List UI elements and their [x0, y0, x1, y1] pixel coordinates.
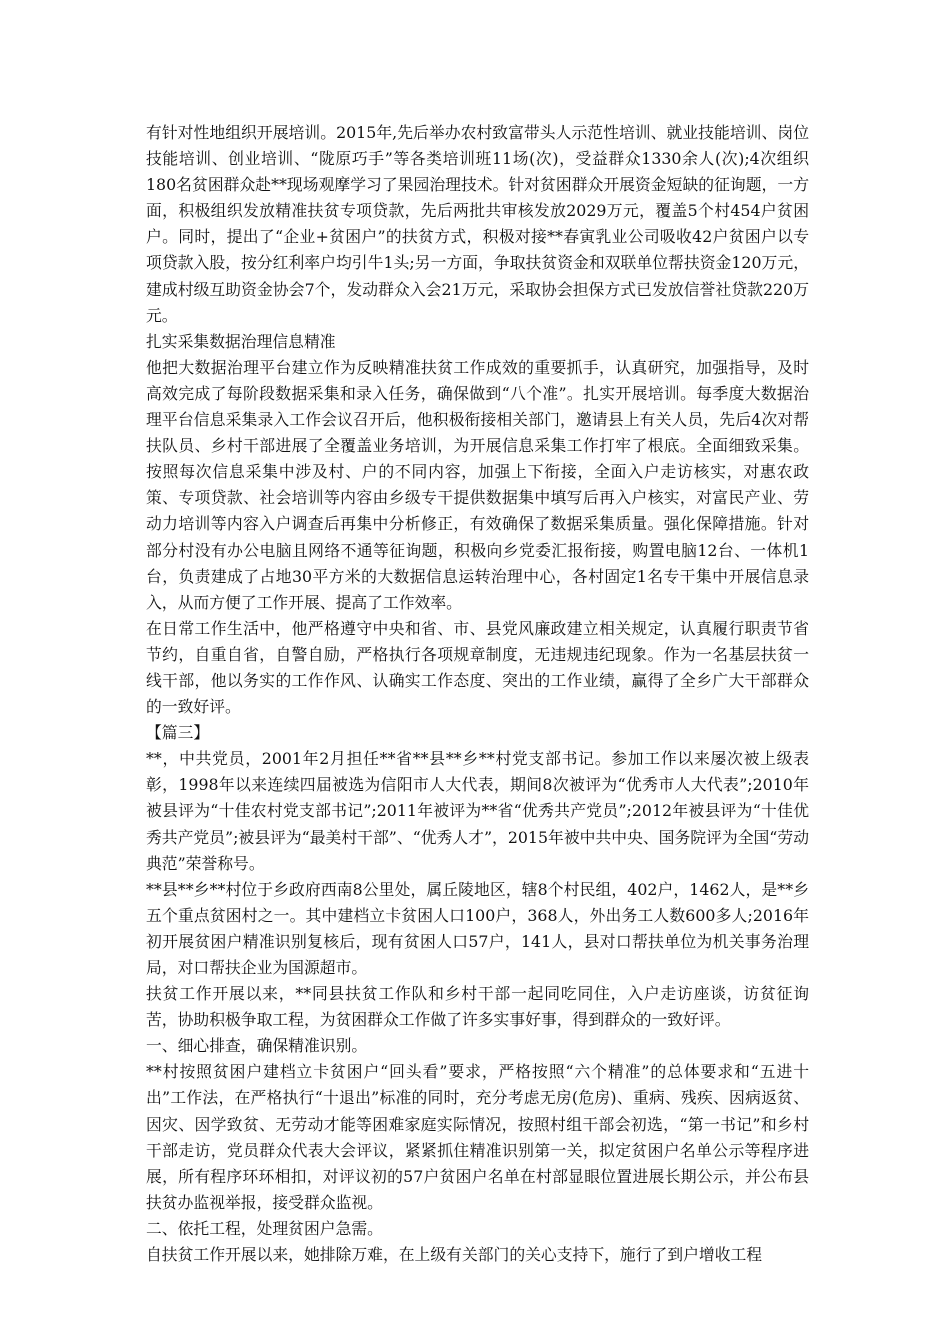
document-page — [146, 120, 809, 1268]
heading-part-three: 【篇三】 — [146, 723, 210, 743]
heading-section-two: 二、依托工程，处理贫困户急需。 — [146, 1218, 383, 1238]
paragraph-daily-conduct: 在日常工作生活中，他严格遵守中央和省、市、县党风廉政建立相关规定，认真履行职责节省节约，自重自省，自警自励，严格执行各项规章制度，无违规违纪现象。作为一名基层扶贫一线干部，他以务实的工作作风、认确实工作态度、突出的工作业绩，赢得了全乡广大干部群众的一致好评。 — [146, 618, 809, 717]
paragraph-village-overview: **县**乡**村位于乡政府西南8公里处，属丘陵地区，辖8个村民组，402户，1462人，是**乡五个重点贫困村之一。其中建档立卡贫困人口100户，368人，外出务工人数600多人;2016年初开展贫困户精准识别复核后，现有贫困人口57户，141人，县对口帮扶单位为机关事务治理局，对口帮扶企业为国源超市。 — [146, 879, 809, 977]
paragraph-party-member-profile: **，中共党员，2001年2月担任**省**县**乡**村党支部书记。参加工作以来屡次被上级表彰，1998年以来连续四届被选为信阳市人大代表，期间8次被评为“优秀市人大代表”;2010年被县评为“十佳农村党支部书记”;2011年被评为**省“优秀共产党员”;2012年被县评为“十佳优秀共产党员”;被县评为“最美村干部”、“优秀人才”，2015年被中共中央、国务院评为全国“劳动典范”荣誉称号。 — [146, 749, 809, 873]
paragraph-projects: 自扶贫工作开展以来，她排除万难，在上级有关部门的关心支持下，施行了到户增收工程 — [146, 1245, 763, 1265]
paragraph-training: 有针对性地组织开展培训。2015年,先后举办农村致富带头人示范性培训、就业技能培训、岗位技能培训、创业培训、“陇原巧手”等各类培训班11场(次)，受益群众1330余人(次);4次组织180名贫困群众赴**现场观摩学习了果园治理技术。针对贫困群众开展资金短缺的征询题，一方面，积极组织发放精准扶贫专项贷款，先后两批共审核发放2029万元，覆盖5个村454户贫困户。同时，提出了“企业+贫困户”的扶贫方式，积极对接**春寅乳业公司吸收42户贫困户以专项贷款入股，按分红利率户均引牛1头;另一方面，争取扶贫资金和双联单位帮扶资金120万元，建成村级互助资金协会7个，发动群众入会21万元，采取协会担保方式已发放信誉社贷款220万元。 — [146, 123, 809, 325]
paragraph-poverty-work: 扶贫工作开展以来，**同县扶贫工作队和乡村干部一起同吃同住，入户走访座谈，访贫征询苦，协助积极争取工程，为贫困群众工作做了许多实事好事，得到群众的一致好评。 — [146, 984, 809, 1030]
paragraph-big-data-platform: 他把大数据治理平台建立作为反映精准扶贫工作成效的重要抓手，认真研究，加强指导，及时高效完成了每阶段数据采集和录入任务，确保做到“八个准”。扎实开展培训。每季度大数据治理平台信息采集录入工作会议召开后，他积极衔接相关部门，邀请县上有关人员，先后4次对帮扶队员、乡村干部进展了全覆盖业务培训，为开展信息采集工作打牢了根底。全面细致采集。按照每次信息采集中涉及村、户的不同内容，加强上下衔接，全面入户走访核实，对惠农政策、专项贷款、社会培训等内容由乡级专干提供数据集中填写后再入户核实，对富民产业、劳动力培训等内容入户调查后再集中分析修正，有效确保了数据采集质量。强化保障措施。针对部分村没有办公电脑且网络不通等征询题，积极向乡党委汇报衔接，购置电脑12台、一体机1台，负责建成了占地30平方米的大数据信息运转治理中心，各村固定1名专干集中开展信息录入，从而方便了工作开展、提高了工作效率。 — [146, 357, 809, 612]
heading-section-one: 一、细心排查，确保精准识别。 — [146, 1036, 368, 1056]
heading-data-collection: 扎实采集数据治理信息精准 — [146, 331, 336, 351]
paragraph-identification: **村按照贫困户建档立卡贫困户“回头看”要求，严格按照“六个精准”的总体要求和“五进十出”工作法，在严格执行“十退出”标准的同时，充分考虑无房(危房)、重病、残疾、因病返贫、因灾、因学致贫、无劳动才能等困难家庭实际情况，按照村组干部会初选，“第一书记”和乡村干部走访，党员群众代表大会评议，紧紧抓住精准识别第一关，拟定贫困户名单公示等程序进展，所有程序环环相扣，对评议初的57户贫困户名单在村部显眼位置进展长期公示，并公布县扶贫办监视举报，接受群众监视。 — [146, 1062, 809, 1212]
